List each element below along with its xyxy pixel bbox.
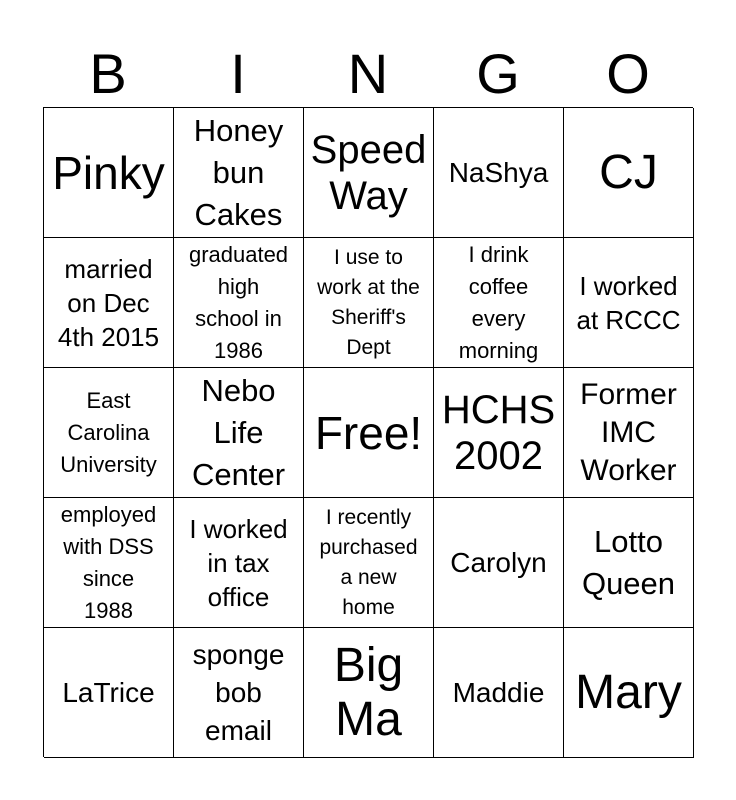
- cell-text: Former IMC Worker: [580, 377, 677, 487]
- bingo-cell[interactable]: [304, 108, 434, 238]
- cell-text: I recently purchased a new home: [319, 505, 418, 619]
- bingo-cell[interactable]: [434, 628, 564, 758]
- bingo-cell[interactable]: [434, 498, 564, 628]
- cell-text: Nebo Life Center: [191, 372, 286, 492]
- bingo-cell[interactable]: [564, 628, 694, 758]
- cell-text: Big Ma: [333, 638, 404, 746]
- bingo-cell[interactable]: [44, 628, 174, 758]
- cell-text: graduated high school in 1986: [188, 241, 289, 363]
- bingo-cell[interactable]: [174, 498, 304, 628]
- cell-text: Speed Way: [310, 127, 427, 218]
- bingo-cell[interactable]: [44, 108, 174, 238]
- bingo-cell[interactable]: [174, 108, 304, 238]
- bingo-cell[interactable]: [564, 108, 694, 238]
- cell-text: LaTrice: [62, 676, 155, 708]
- bingo-cell[interactable]: [434, 238, 564, 368]
- header-letter-n: N: [347, 42, 389, 105]
- bingo-cell[interactable]: [44, 498, 174, 628]
- bingo-cell[interactable]: [304, 238, 434, 368]
- header-letter-b: B: [89, 42, 127, 105]
- cell-text: sponge bob email: [192, 638, 285, 746]
- cell-text: Pinky: [52, 146, 165, 199]
- cell-text: I drink coffee every morning: [458, 241, 539, 363]
- header-letter-g: G: [476, 42, 520, 105]
- bingo-cell[interactable]: [174, 238, 304, 368]
- bingo-cell free-space[interactable]: [304, 368, 434, 498]
- cell-text: Lotto Queen: [581, 523, 676, 601]
- bingo-cell[interactable]: [564, 498, 694, 628]
- cell-text: I use to work at the Sheriff's Dept: [317, 245, 420, 359]
- header-letter-o: O: [606, 42, 650, 105]
- bingo-cell[interactable]: [564, 368, 694, 498]
- bingo-cell[interactable]: [44, 238, 174, 368]
- cell-text: East Carolina University: [60, 387, 157, 477]
- bingo-cell[interactable]: [174, 368, 304, 498]
- cell-text: I worked at RCCC: [576, 270, 681, 335]
- bingo-cell[interactable]: [304, 628, 434, 758]
- bingo-cell[interactable]: [564, 238, 694, 368]
- bingo-card-grid: [43, 107, 693, 757]
- cell-text: Free!: [314, 406, 423, 459]
- cell-text: Mary: [575, 665, 682, 719]
- cell-text: Honey bun Cakes: [193, 112, 284, 232]
- cell-text: married on Dec 4th 2015: [57, 253, 160, 352]
- cell-text: HCHS 2002: [441, 387, 556, 478]
- cell-text: NaShya: [448, 156, 549, 188]
- cell-text: I worked in tax office: [189, 513, 288, 612]
- header-letter-i: I: [230, 42, 246, 105]
- bingo-cell[interactable]: [304, 498, 434, 628]
- cell-text: Carolyn: [450, 546, 547, 578]
- bingo-cell[interactable]: [44, 368, 174, 498]
- cell-text: employed with DSS since 1988: [60, 501, 157, 623]
- bingo-cell[interactable]: [434, 368, 564, 498]
- cell-text: CJ: [599, 145, 658, 199]
- bingo-cell[interactable]: [434, 108, 564, 238]
- bingo-cell[interactable]: [174, 628, 304, 758]
- bingo-header: [43, 42, 693, 106]
- cell-text: Maddie: [452, 676, 545, 708]
